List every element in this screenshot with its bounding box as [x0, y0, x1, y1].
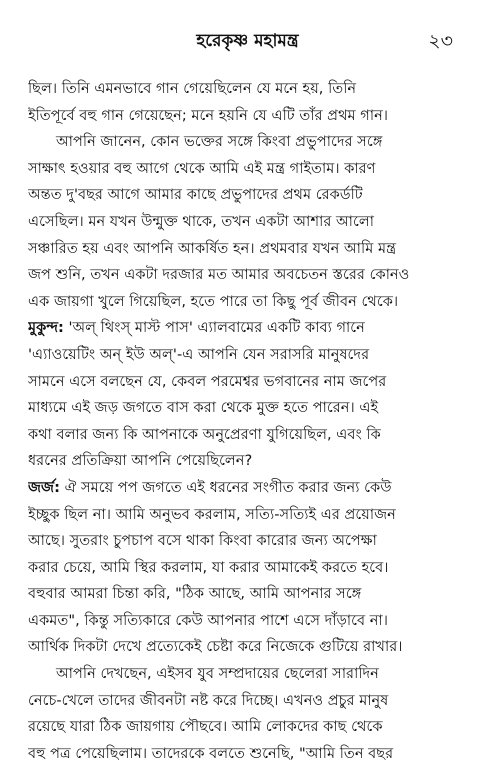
line-text: অন্তত দু'বছর আগে আমার কাছে প্রভুপাদের প্রথম রেকর্ডটি	[28, 186, 363, 204]
line-text: আপনি জানেন, কোন ভক্তের সঙ্গে কিংবা প্রভুপাদের সঙ্গে	[56, 133, 383, 151]
text-line	[28, 528, 468, 555]
text-line	[28, 661, 468, 688]
text-line	[28, 714, 468, 741]
speaker-label: মুকুন্দ:	[28, 319, 64, 337]
line-text: সামনে এসে বলছেন যে, কেবল পরমেশ্বর ভগবানের নাম জপের	[28, 372, 387, 390]
text-line	[28, 634, 468, 661]
text-line	[28, 475, 468, 502]
text-line	[28, 502, 468, 529]
speaker-label: জর্জ:	[28, 478, 60, 496]
page-number: ২৩	[428, 30, 453, 52]
line-text: এসেছিল। মন যখন উন্মুক্ত থাকে, তখন একটা আশার আলো	[28, 212, 374, 230]
line-text: আর্থিক দিকটা দেখে প্রত্যেকেই চেষ্টা করে নিজেকে গুটিয়ে রাখার।	[28, 638, 403, 656]
text-line	[28, 289, 468, 316]
line-text: একমত", কিন্তু সত্যিকারে কেউ আপনার পাশে এসে দাঁড়াবে না।	[28, 611, 388, 629]
line-text: সাক্ষাৎ হওয়ার বহু আগে থেকে আমি এই মন্ত্র গাইতাম। কারণ	[28, 159, 376, 177]
line-text: এক জায়গা খুলে গিয়েছিল, হতে পারে তা কিছু পূর্ব জীবন থেকে।	[28, 292, 399, 310]
text-line	[28, 315, 468, 342]
line-text: আপনি দেখছেন, এইসব যুব সম্প্রদায়ের ছেলেরা সারাদিন	[56, 665, 379, 683]
page-header	[0, 30, 495, 60]
line-text: বহু পত্র পেয়েছিলাম। তাদেরকে বলতে শুনেছি, "আমি তিন বছর	[28, 744, 394, 762]
line-text: বহুবার আমরা চিন্তা করি, "ঠিক আছে, আমি আপনার সঙ্গে	[28, 585, 362, 603]
text-line	[28, 688, 468, 715]
line-text: ঐ সময়ে পপ জগতে এই ধরনের সংগীত করার জন্য কেউ	[59, 478, 392, 496]
line-text: আছে। সুতরাং চুপচাপ বসে থাকা কিংবা কারোর জন্য অপেক্ষা	[28, 532, 377, 550]
line-text: করার চেয়ে, আমি স্থির করলাম, যা করার আমাকেই করতে হবে।	[28, 558, 389, 576]
line-text: ছিল। তিনি এমনভাবে গান গেয়েছিলেন যে মনে হয়, তিনি	[28, 80, 357, 97]
line-text: ধরনের প্রতিক্রিয়া আপনি পেয়েছিলেন?	[28, 452, 253, 470]
body-text	[28, 76, 468, 767]
text-line	[28, 395, 468, 422]
text-line	[28, 262, 468, 289]
text-line	[28, 608, 468, 635]
line-text: জপ শুনি, তখন একটা দরজার মত আমার অবচেতন স্তরের কোনও	[28, 266, 410, 284]
line-text: ইচ্ছুক ছিল না। আমি অনুভব করলাম, সত্যি-সত্যিই এর প্রয়োজন	[28, 505, 396, 523]
text-line	[28, 422, 468, 449]
text-line	[28, 581, 468, 608]
text-line	[28, 156, 468, 183]
text-line	[28, 555, 468, 582]
line-text: কথা বলার জন্য কি আপনাকে অনুপ্রেরণা যুগিয়েছিল, এবং কি	[28, 425, 381, 443]
line-text: সঞ্চারিত হয় এবং আপনি আকর্ষিত হন। প্রথমবার যখন আমি মন্ত্র	[28, 239, 397, 257]
line-text: 'এ্যাওয়েটিং অন্ ইউ অল্'-এ আপনি যেন সরাসরি মানুষদের	[28, 345, 370, 363]
text-line	[28, 129, 468, 156]
text-line	[28, 209, 468, 236]
line-text: ইতিপূর্বে বহু গান গেয়েছেন; মনে হয়নি যে এটি তাঁর প্রথম গান।	[28, 106, 388, 124]
text-line	[28, 741, 468, 767]
running-title: হরেকৃষ্ণ মহামন্ত্র	[196, 31, 299, 51]
text-line	[28, 182, 468, 209]
text-line	[28, 369, 468, 396]
line-text: 'অল্ থিংস্ মাস্ট পাস' এ্যালবামের একটি কাব্য গানে	[63, 319, 365, 337]
line-text: নেচে-খেলে তাদের জীবনটা নষ্ট করে দিচ্ছে। এখনও প্রচুর মানুষ	[28, 691, 389, 709]
text-line	[28, 76, 468, 103]
text-line	[28, 236, 468, 263]
line-text: রয়েছে যারা ঠিক জায়গায় পৌছবে। আমি লোকদের কাছ থেকে	[28, 718, 383, 736]
text-line	[28, 103, 468, 130]
text-line	[28, 342, 468, 369]
text-line	[28, 448, 468, 475]
line-text: মাধ্যমে এই জড় জগতে বাস করা থেকে মুক্ত হতে পারেন। এই	[28, 399, 379, 417]
